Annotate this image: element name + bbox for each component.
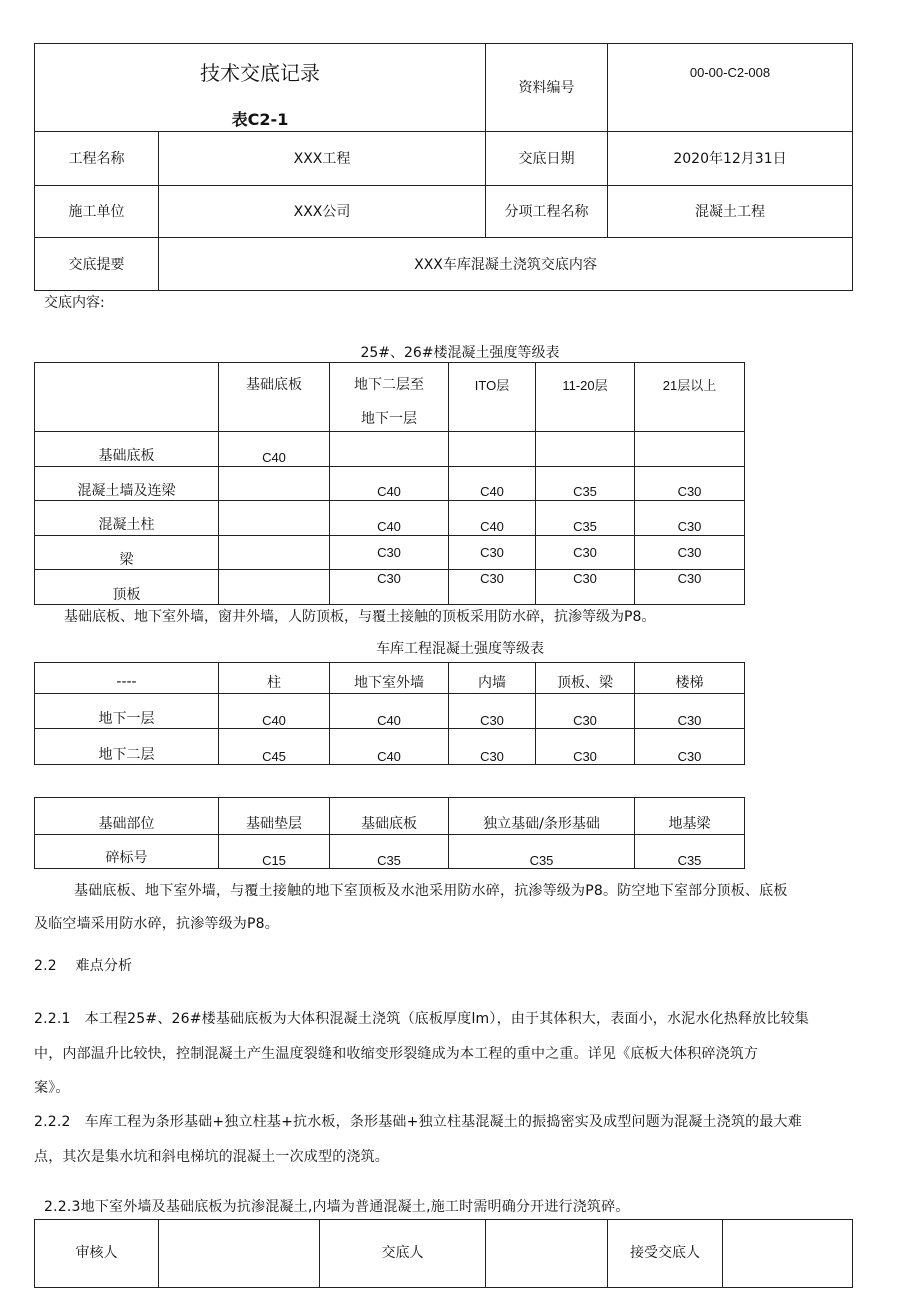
t2-cell: C30 [480,748,504,764]
section-heading: 2.2 难点分析 [34,958,133,974]
project-name-label: 工程名称 [68,151,125,167]
discloser-label: 交底人 [381,1245,424,1261]
t2-header-stairs: 楼梯 [675,675,704,691]
date-value: 2020年12月31日 [673,151,787,167]
doc-no-label: 资料编号 [518,80,575,96]
t1-cell: C40 [480,518,504,534]
t1-cell: C30 [480,544,504,560]
t1-cell: C35 [573,483,597,499]
t3-header-foundation: 独立基础/条形基础 [483,816,600,832]
doc-no-value: 00-00-C2-008 [689,64,771,80]
t2-row-label: 地下二层 [98,747,155,763]
t2-cell: C40 [377,712,401,728]
discloser-field[interactable] [486,1220,607,1287]
table1-note: 基础底板、地下室外墙，窗井外墙，人防顶板，与覆土接触的顶板采用防水碎，抗渗等级为P8。 [64,609,656,625]
t3-cell: C35 [377,852,401,868]
t1-header-b2-line2: 地下一层 [361,411,417,427]
t1-cell: C40 [377,518,401,534]
t2-header-outer-wall: 地下室外墙 [354,675,424,691]
summary-value: XXX车库混凝土浇筑交底内容 [414,257,597,273]
t2-cell: C30 [677,748,702,764]
t1-header-1-10: ITO层 [474,377,510,393]
t3-header-ground-beam: 地基梁 [668,816,711,832]
t1-header-21plus: 21层以上 [662,377,717,393]
t3-cell: C15 [262,852,286,868]
t1-cell: C35 [573,518,597,534]
t1-row-label: 基础底板 [98,448,155,464]
t3-cell: C35 [677,852,702,868]
t3-header-cushion: 基础垫层 [246,816,302,832]
t2-cell: C30 [677,712,702,728]
t1-row-label: 混凝土柱 [98,517,155,533]
t1-cell: C30 [677,570,702,586]
receiver-label: 接受交底人 [630,1245,700,1261]
t1-header-b2: 地下二层至 [354,377,424,393]
paragraph-line: 2.2.3地下室外墙及基础底板为抗渗混凝土,内墙为普通混凝土,施工时需明确分开进行浇筑碎。 [44,1199,630,1215]
t1-cell: C30 [377,544,401,560]
t1-row-label: 梁 [119,552,134,568]
t2-cell: C40 [262,712,286,728]
form-number: 表C2-1 [231,109,289,129]
t1-cell: C30 [573,570,597,586]
t1-cell: C40 [377,483,401,499]
t2-cell: C40 [377,748,401,764]
t1-header-base-slab: 基础底板 [246,377,302,393]
sub-project-label: 分项工程名称 [504,204,589,220]
t1-cell: C30 [677,544,702,560]
receiver-field[interactable] [723,1220,852,1287]
paragraph-line: 及临空墙采用防水碎，抗渗等级为P8。 [34,916,279,932]
t1-cell: C30 [377,570,401,586]
reviewer-field[interactable] [159,1220,319,1287]
t3-header-base-slab: 基础底板 [361,816,417,832]
t2-header-corner: ---- [116,674,137,690]
t2-cell: C30 [480,712,504,728]
t2-cell: C30 [573,712,597,728]
summary-label: 交底提要 [68,257,125,273]
t2-cell: C30 [573,748,597,764]
t2-header-inner-wall: 内墙 [478,675,506,691]
project-name-value: XXX工程 [293,151,351,167]
t1-row-label: 混凝土墙及连梁 [77,483,176,499]
paragraph-line: 2.2.1 本工程25#、26#楼基础底板为大体积混凝土浇筑（底板厚度lm），由于其体积大，表面小，水泥水化热释放比较集 [34,1011,809,1027]
t1-cell: C30 [677,483,702,499]
t1-row-label: 顶板 [112,587,141,603]
t1-header-11-20: 11-20层 [562,377,608,393]
t2-header-slab-beam: 顶板、梁 [557,675,613,691]
t3-header-part: 基础部位 [98,816,155,832]
paragraph-line: 2.2.2 车库工程为条形基础+独立柱基+抗水板，条形基础+独立柱基混凝土的振捣密实及成型问题为混凝土浇筑的最大难 [34,1114,802,1130]
t1-cell: C30 [480,570,504,586]
date-label: 交底日期 [518,151,575,167]
t1-cell: C30 [677,518,702,534]
content-label: 交底内容: [44,295,105,311]
t3-cell: C35 [529,852,554,868]
t2-header-column: 柱 [267,675,281,691]
t1-cell: C30 [573,544,597,560]
t2-cell: C45 [262,748,286,764]
unit-label: 施工单位 [68,204,125,220]
table2-title: 车库工程混凝土强度等级表 [376,641,544,657]
t2-row-label: 地下一层 [98,711,155,727]
reviewer-label: 审核人 [75,1245,118,1261]
paragraph-line: 点，其次是集水坑和斜电梯坑的混凝土一次成型的浇筑。 [34,1149,389,1165]
t3-row-label: 碎标号 [105,850,148,866]
table1-title: 25#、26#楼混凝土强度等级表 [360,345,560,361]
t1-cell: C40 [262,449,286,465]
paragraph-line: 中，内部温升比较快，控制混凝土产生温度裂缝和收缩变形裂缝成为本工程的重中之重。详见《底板大体积碎浇筑方 [34,1046,759,1062]
paragraph-line: 案》。 [34,1080,70,1096]
document-title: 技术交底记录 [200,60,320,85]
t1-cell: C40 [480,483,504,499]
unit-value: XXX公司 [293,204,351,220]
paragraph-line: 基础底板、地下室外墙，与覆土接触的地下室顶板及水池采用防水碎，抗渗等级为P8。防空地下室部分顶板、底板 [74,883,788,899]
sub-project-value: 混凝土工程 [695,204,765,220]
